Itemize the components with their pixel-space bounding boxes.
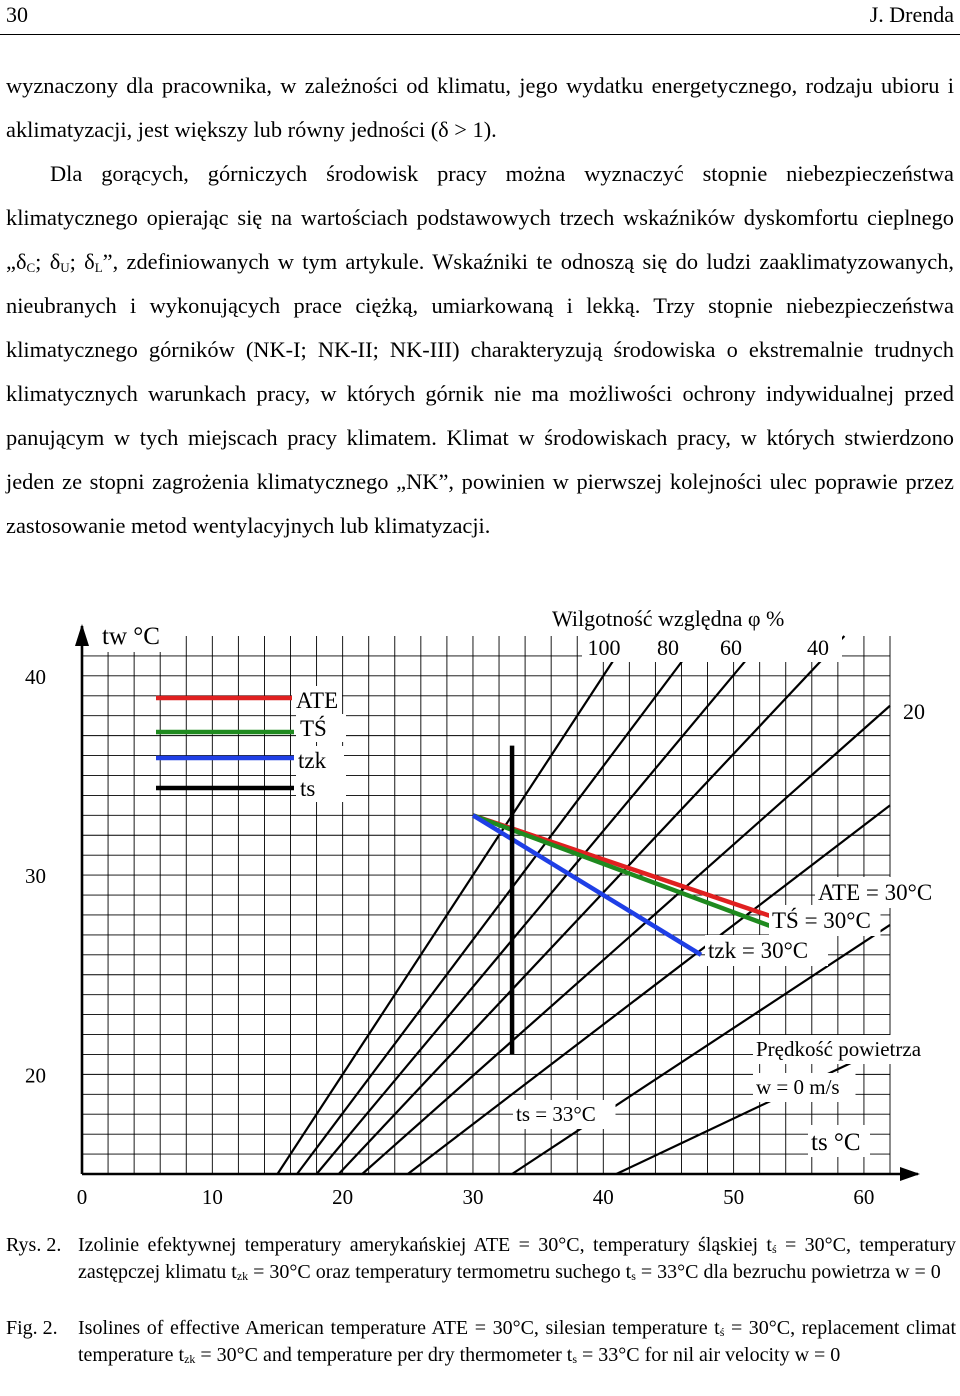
cap-en-c: = 30°C and temperature per dry thermometer t — [195, 1344, 573, 1366]
caption-english — [6, 1315, 956, 1369]
page-number: 30 — [6, 2, 28, 27]
body-text — [6, 64, 954, 548]
caption-en-text — [78, 1315, 956, 1369]
chart-labels — [25, 604, 950, 1209]
header-rule — [0, 34, 960, 35]
x-tick-label: 30 — [462, 1185, 484, 1209]
cap-pl-sub1: ś — [771, 1242, 777, 1256]
legend-label-ate: ATE — [296, 688, 339, 713]
x-tick-label: 0 — [76, 1185, 88, 1209]
p2-sub-u: U — [60, 260, 70, 275]
x-tick-label: 20 — [332, 1185, 354, 1209]
cap-pl-c: = 30°C oraz temperatury termometru suchego t — [248, 1261, 632, 1283]
series-line-tzk — [473, 815, 701, 954]
cap-pl-d: = 33°C dla bezruchu powietrza w = 0 — [635, 1261, 941, 1283]
paragraph-2 — [6, 152, 954, 548]
humidity-labels-bg — [582, 634, 842, 662]
humidity-label: 60 — [720, 635, 742, 660]
x-axis-label: ts °C — [811, 1129, 861, 1156]
humidity-isoline — [317, 636, 767, 1174]
caption-polish — [6, 1232, 956, 1286]
legend-label-tś: TŚ — [300, 716, 327, 741]
y-tick-label: 20 — [25, 1063, 46, 1088]
humidity-isoline — [408, 805, 890, 1174]
humidity-label: 40 — [807, 635, 829, 660]
annotation-ts-silesian: TŚ = 30°C — [772, 908, 871, 933]
cap-en-sub3: s — [572, 1352, 577, 1366]
y-tick-label: 30 — [25, 864, 46, 889]
humidity-label: 80 — [657, 635, 679, 660]
x-tick-label: 50 — [723, 1185, 745, 1209]
x-tick-label: 60 — [853, 1185, 875, 1209]
paragraph-1: wyznaczony dla pracownika, w zależności od klimatu, jego wydatku energetycznego, rodzaju ubioru i aklimatyzacji, jest większy lub równy jedności (δ > 1). — [6, 73, 954, 142]
cap-pl-b: = 30°C, temperatury zastępczej klimatu t — [78, 1234, 956, 1283]
p2-text-c: ; δ — [69, 249, 95, 274]
x-tick-label: 40 — [592, 1185, 614, 1209]
annotation-ate: ATE = 30°C — [818, 880, 933, 905]
legend-label-tzk: tzk — [298, 748, 327, 773]
caption-pl-label: Rys. 2. — [6, 1234, 62, 1256]
cap-pl-sub2: zk — [236, 1269, 249, 1283]
cap-en-b: = 30°C, replacement climat temperature t — [78, 1317, 956, 1366]
p2-sub-l: L — [94, 260, 103, 275]
annotation-velocity-1: Prędkość powietrza — [756, 1037, 922, 1061]
y-axis-arrow — [75, 624, 89, 646]
caption-en-label: Fig. 2. — [6, 1317, 58, 1339]
caption-pl-text — [78, 1232, 956, 1286]
cap-en-d: = 33°C for nil air velocity w = 0 — [577, 1344, 841, 1366]
humidity-label: 20 — [903, 699, 925, 724]
p2-text-b: ; δ — [35, 249, 61, 274]
chart-title: Wilgotność względna φ % — [552, 606, 785, 631]
x-axis-arrow — [900, 1167, 920, 1181]
y-tick-label: 40 — [25, 664, 46, 689]
running-author: J. Drenda — [869, 2, 954, 27]
humidity-label: 100 — [587, 635, 621, 660]
p2-text-d: ”, zdefiniowanych w tym artykule. Wskaźniki te odnoszą się do ludzi zaaklimatyzowanych, nieubranych i wykonujących prace ciężką, umiarkowaną i lekką. Trzy stopnie niebezpieczeństwa klimatycznego górników (NK-I; NK-II; NK-III) charakteryzują środowiska o ekstremalnie trudnych klimatycznych warunkach pracy, w których górnik nie ma możliwości ochrony indywidualnej przed panującym w tych miejscach pracy klimatem. Klimat w środowiskach pracy, w których stwierdzono jeden ze stopni zagrożenia klimatycznego „NK”, powinien w pierwszej kolejności ulec poprawie przez zastosowanie metod wentylacyjnych lub klimatyzacji. — [6, 249, 954, 538]
x-tick-label: 10 — [201, 1185, 223, 1209]
cap-en-sub2: zk — [184, 1352, 196, 1366]
isolines-chart — [0, 598, 960, 1226]
page-header — [0, 0, 960, 36]
cap-pl-a: Izolinie efektywnej temperatury amerykańskiej ATE = 30°C, temperatury śląskiej t — [78, 1234, 772, 1256]
p2-text-a: Dla gorących, górniczych środowisk pracy można wyznaczyć stopnie niebezpieczeństwa klimatycznego opierając się na wartościach podstawowych trzech wskaźników dyskomfortu cieplnego „δ — [6, 161, 954, 274]
annotation-velocity-2: w = 0 m/s — [756, 1075, 840, 1099]
annotation-ts-dry: ts = 33°C — [516, 1102, 596, 1126]
legend-label-ts: ts — [300, 776, 316, 801]
y-axis-label: tw °C — [102, 623, 160, 650]
p2-sub-c: C — [26, 260, 36, 275]
annotation-tzk: tzk = 30°C — [708, 938, 809, 963]
cap-en-sub1: ś — [719, 1325, 725, 1339]
cap-en-a: Isolines of effective American temperature ATE = 30°C, silesian temperature t — [78, 1317, 720, 1339]
cap-pl-sub3: s — [631, 1269, 636, 1283]
series-line-tś — [473, 815, 773, 927]
